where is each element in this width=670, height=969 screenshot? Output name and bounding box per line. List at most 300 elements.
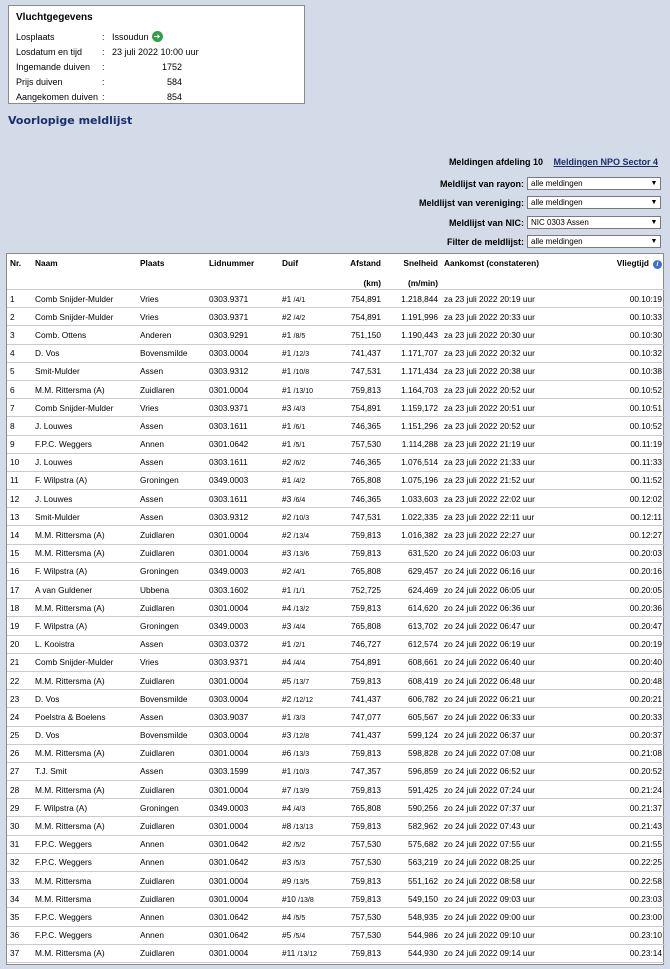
cell-snelheid: 1.171,434 bbox=[384, 362, 441, 380]
cell-aankomst: zo 24 juli 2022 09:10 uur bbox=[441, 926, 581, 944]
cell-nr: 15 bbox=[7, 544, 32, 562]
cell-afstand: 759,813 bbox=[331, 817, 384, 835]
filter-label: Meldlijst van vereniging: bbox=[418, 197, 524, 208]
cell-plaats: Vries bbox=[137, 653, 206, 671]
table-row bbox=[7, 835, 665, 853]
cell-aankomst: zo 24 juli 2022 07:37 uur bbox=[441, 799, 581, 817]
cell-naam: F. Wilpstra (A) bbox=[32, 617, 137, 635]
cell-lidnummer: 0301.0004 bbox=[206, 380, 279, 398]
filter-select-value: alle meldingen bbox=[531, 237, 583, 246]
cell-afstand: 757,530 bbox=[331, 835, 384, 853]
cell-aankomst: zo 24 juli 2022 06:37 uur bbox=[441, 726, 581, 744]
cell-afstand: 765,808 bbox=[331, 471, 384, 489]
duif-fraction: /4/2 bbox=[293, 478, 306, 486]
cell-plaats: Assen bbox=[137, 490, 206, 508]
cell-plaats: Assen bbox=[137, 508, 206, 526]
cell-lidnummer: 0301.0004 bbox=[206, 599, 279, 617]
header-aankomst[interactable]: Aankomst (constateren) bbox=[441, 254, 581, 290]
cell-snelheid: 608,419 bbox=[384, 671, 441, 689]
cell-lidnummer: 0303.9371 bbox=[206, 399, 279, 417]
duif-number: #1 bbox=[282, 475, 292, 486]
header-plaats[interactable]: Plaats bbox=[137, 254, 206, 290]
cell-vliegtijd: 00.20:36 bbox=[581, 599, 665, 617]
filter-select-value: NIC 0303 Assen bbox=[531, 218, 589, 227]
duif-number: #5 bbox=[282, 930, 292, 941]
header-naam[interactable]: Naam bbox=[32, 254, 137, 290]
duif-number: #4 bbox=[282, 802, 292, 813]
cell-aankomst: za 23 juli 2022 20:19 uur bbox=[441, 290, 581, 308]
cell-duif bbox=[279, 944, 331, 962]
cell-duif bbox=[279, 817, 331, 835]
cell-aankomst: zo 24 juli 2022 06:47 uur bbox=[441, 617, 581, 635]
cell-aankomst: zo 24 juli 2022 06:48 uur bbox=[441, 671, 581, 689]
cell-vliegtijd: 00.21:37 bbox=[581, 799, 665, 817]
duif-fraction: /4/1 bbox=[293, 569, 306, 577]
cell-nr: 31 bbox=[7, 835, 32, 853]
cell-naam: T.J. Smit bbox=[32, 762, 137, 780]
duif-number: #2 bbox=[282, 457, 292, 468]
flight-info-colon: : bbox=[102, 31, 105, 42]
table-row bbox=[7, 781, 665, 799]
cell-nr: 20 bbox=[7, 635, 32, 653]
duif-number: #4 bbox=[282, 911, 292, 922]
duif-number: #1 bbox=[282, 639, 292, 650]
results-table-container bbox=[6, 253, 664, 965]
cell-aankomst: za 23 juli 2022 20:33 uur bbox=[441, 308, 581, 326]
cell-aankomst: zo 24 juli 2022 06:36 uur bbox=[441, 599, 581, 617]
cell-vliegtijd: 00.12:27 bbox=[581, 526, 665, 544]
cell-plaats: Vries bbox=[137, 399, 206, 417]
cell-plaats: Groningen bbox=[137, 562, 206, 580]
cell-vliegtijd: 00.21:24 bbox=[581, 781, 665, 799]
cell-nr: 34 bbox=[7, 890, 32, 908]
cell-naam: Comb Snijder-Mulder bbox=[32, 653, 137, 671]
filter-select[interactable] bbox=[527, 235, 661, 248]
cell-snelheid: 544,930 bbox=[384, 944, 441, 962]
cell-nr: 3 bbox=[7, 326, 32, 344]
cell-afstand: 759,813 bbox=[331, 944, 384, 962]
cell-vliegtijd: 00.10:52 bbox=[581, 380, 665, 398]
header-afstand-unit: (km) bbox=[363, 278, 381, 288]
duif-number: #1 bbox=[282, 711, 292, 722]
cell-duif bbox=[279, 362, 331, 380]
duif-fraction: /13/5 bbox=[293, 878, 310, 886]
cell-snelheid: 1.218,844 bbox=[384, 290, 441, 308]
cell-aankomst: zo 24 juli 2022 06:33 uur bbox=[441, 708, 581, 726]
cell-duif bbox=[279, 617, 331, 635]
table-row bbox=[7, 817, 665, 835]
cell-afstand: 746,365 bbox=[331, 453, 384, 471]
cell-snelheid: 1.022,335 bbox=[384, 508, 441, 526]
cell-afstand: 759,813 bbox=[331, 526, 384, 544]
flight-info-label: Losdatum en tijd bbox=[16, 46, 83, 57]
cell-duif bbox=[279, 308, 331, 326]
duif-fraction: /1/1 bbox=[293, 587, 306, 595]
cell-aankomst: za 23 juli 2022 21:33 uur bbox=[441, 453, 581, 471]
cell-lidnummer: 0303.0004 bbox=[206, 344, 279, 362]
cell-snelheid: 591,425 bbox=[384, 781, 441, 799]
cell-snelheid: 608,661 bbox=[384, 653, 441, 671]
cell-snelheid: 599,124 bbox=[384, 726, 441, 744]
table-row bbox=[7, 944, 665, 962]
cell-nr: 6 bbox=[7, 380, 32, 398]
cell-duif bbox=[279, 453, 331, 471]
cell-lidnummer: 0301.0004 bbox=[206, 944, 279, 962]
table-row bbox=[7, 362, 665, 380]
filter-select-value: alle meldingen bbox=[531, 198, 583, 207]
header-afstand-label: Afstand bbox=[350, 258, 381, 268]
duif-number: #2 bbox=[282, 511, 292, 522]
cell-plaats: Zuidlaren bbox=[137, 872, 206, 890]
filter-select[interactable] bbox=[527, 216, 661, 229]
cell-lidnummer: 0301.0642 bbox=[206, 835, 279, 853]
cell-lidnummer: 0301.0004 bbox=[206, 526, 279, 544]
cell-nr: 28 bbox=[7, 781, 32, 799]
duif-fraction: /5/1 bbox=[293, 442, 306, 450]
cell-plaats: Vries bbox=[137, 290, 206, 308]
cell-duif bbox=[279, 435, 331, 453]
cell-plaats: Zuidlaren bbox=[137, 781, 206, 799]
cell-afstand: 757,530 bbox=[331, 908, 384, 926]
header-afstand[interactable] bbox=[331, 254, 384, 290]
cell-snelheid: 1.190,443 bbox=[384, 326, 441, 344]
cell-duif bbox=[279, 581, 331, 599]
cell-aankomst: zo 24 juli 2022 08:25 uur bbox=[441, 853, 581, 871]
filter-select[interactable] bbox=[527, 196, 661, 209]
duif-number: #3 bbox=[282, 493, 292, 504]
cell-duif bbox=[279, 635, 331, 653]
table-row bbox=[7, 799, 665, 817]
flight-info-row bbox=[16, 59, 297, 74]
flight-info-row bbox=[16, 74, 297, 89]
cell-naam: M.M. Rittersma (A) bbox=[32, 526, 137, 544]
cell-naam: Smit-Mulder bbox=[32, 362, 137, 380]
header-duif[interactable]: Duif bbox=[279, 254, 331, 290]
duif-fraction: /6/4 bbox=[293, 496, 306, 504]
cell-vliegtijd: 00.20:52 bbox=[581, 762, 665, 780]
header-vliegtijd-label: Vliegtijd bbox=[616, 258, 649, 268]
chevron-down-icon: ▼ bbox=[650, 238, 658, 245]
cell-vliegtijd: 00.23:03 bbox=[581, 890, 665, 908]
cell-vliegtijd: 00.22:25 bbox=[581, 853, 665, 871]
cell-lidnummer: 0303.9371 bbox=[206, 653, 279, 671]
results-table bbox=[7, 254, 665, 963]
cell-duif bbox=[279, 690, 331, 708]
cell-plaats: Zuidlaren bbox=[137, 544, 206, 562]
table-row bbox=[7, 435, 665, 453]
cell-plaats: Assen bbox=[137, 362, 206, 380]
cell-vliegtijd: 00.11:33 bbox=[581, 453, 665, 471]
cell-vliegtijd: 00.20:37 bbox=[581, 726, 665, 744]
cell-nr: 23 bbox=[7, 690, 32, 708]
flight-info-label: Aangekomen duiven bbox=[16, 91, 99, 102]
duif-number: #4 bbox=[282, 657, 292, 668]
duif-fraction: /13/4 bbox=[293, 533, 310, 541]
cell-vliegtijd: 00.20:33 bbox=[581, 708, 665, 726]
cell-lidnummer: 0303.1611 bbox=[206, 490, 279, 508]
cell-duif bbox=[279, 926, 331, 944]
cell-aankomst: zo 24 juli 2022 09:00 uur bbox=[441, 908, 581, 926]
cell-plaats: Annen bbox=[137, 908, 206, 926]
cell-plaats: Zuidlaren bbox=[137, 890, 206, 908]
cell-snelheid: 1.016,382 bbox=[384, 526, 441, 544]
cell-naam: A van Guldener bbox=[32, 581, 137, 599]
cell-afstand: 746,365 bbox=[331, 490, 384, 508]
table-row bbox=[7, 471, 665, 489]
cell-vliegtijd: 00.20:47 bbox=[581, 617, 665, 635]
cell-naam: F.P.C. Weggers bbox=[32, 853, 137, 871]
duif-fraction: /3/3 bbox=[293, 714, 306, 722]
cell-vliegtijd: 00.20:19 bbox=[581, 635, 665, 653]
cell-nr: 5 bbox=[7, 362, 32, 380]
cell-lidnummer: 0303.9371 bbox=[206, 290, 279, 308]
table-row bbox=[7, 671, 665, 689]
cell-vliegtijd: 00.20:40 bbox=[581, 653, 665, 671]
cell-lidnummer: 0301.0642 bbox=[206, 908, 279, 926]
cell-duif bbox=[279, 344, 331, 362]
table-row bbox=[7, 726, 665, 744]
table-row bbox=[7, 417, 665, 435]
duif-number: #1 bbox=[282, 366, 292, 377]
cell-duif bbox=[279, 290, 331, 308]
cell-vliegtijd: 00.11:52 bbox=[581, 471, 665, 489]
cell-plaats: Vries bbox=[137, 308, 206, 326]
cell-snelheid: 590,256 bbox=[384, 799, 441, 817]
cell-snelheid: 1.171,707 bbox=[384, 344, 441, 362]
table-row bbox=[7, 308, 665, 326]
cell-aankomst: za 23 juli 2022 21:19 uur bbox=[441, 435, 581, 453]
cell-vliegtijd: 00.21:43 bbox=[581, 817, 665, 835]
flight-info-value: 584 bbox=[166, 76, 182, 87]
filter-label: Filter de meldlijst: bbox=[446, 236, 524, 247]
cell-aankomst: zo 24 juli 2022 06:40 uur bbox=[441, 653, 581, 671]
link-npo-sector[interactable]: Meldingen NPO Sector 4 bbox=[553, 157, 658, 167]
cell-duif bbox=[279, 326, 331, 344]
cell-snelheid: 1.033,603 bbox=[384, 490, 441, 508]
cell-nr: 18 bbox=[7, 599, 32, 617]
duif-number: #1 bbox=[282, 293, 292, 304]
cell-snelheid: 606,782 bbox=[384, 690, 441, 708]
cell-snelheid: 1.075,196 bbox=[384, 471, 441, 489]
cell-lidnummer: 0303.1602 bbox=[206, 581, 279, 599]
cell-nr: 30 bbox=[7, 817, 32, 835]
cell-afstand: 746,365 bbox=[331, 417, 384, 435]
cell-duif bbox=[279, 671, 331, 689]
duif-number: #2 bbox=[282, 839, 292, 850]
cell-aankomst: zo 24 juli 2022 06:05 uur bbox=[441, 581, 581, 599]
cell-snelheid: 1.159,172 bbox=[384, 399, 441, 417]
header-lidnummer[interactable]: Lidnummer bbox=[206, 254, 279, 290]
flight-info-label: Losplaats bbox=[16, 31, 55, 42]
table-row bbox=[7, 890, 665, 908]
link-afdeling: Meldingen afdeling 10 bbox=[448, 157, 543, 167]
cell-vliegtijd: 00.10:51 bbox=[581, 399, 665, 417]
table-row bbox=[7, 562, 665, 580]
flight-info-value: 1752 bbox=[161, 61, 182, 72]
cell-naam: Smit-Mulder bbox=[32, 508, 137, 526]
cell-aankomst: za 23 juli 2022 20:38 uur bbox=[441, 362, 581, 380]
cell-nr: 7 bbox=[7, 399, 32, 417]
cell-plaats: Zuidlaren bbox=[137, 526, 206, 544]
cell-afstand: 759,813 bbox=[331, 890, 384, 908]
duif-number: #1 bbox=[282, 439, 292, 450]
duif-fraction: /4/1 bbox=[293, 296, 306, 304]
cell-afstand: 747,357 bbox=[331, 762, 384, 780]
cell-snelheid: 596,859 bbox=[384, 762, 441, 780]
chevron-down-icon: ▼ bbox=[650, 199, 658, 206]
cell-nr: 17 bbox=[7, 581, 32, 599]
duif-fraction: /13/8 bbox=[298, 896, 314, 904]
duif-fraction: /12/3 bbox=[293, 351, 310, 359]
duif-number: #3 bbox=[282, 857, 292, 868]
cell-nr: 22 bbox=[7, 671, 32, 689]
table-row bbox=[7, 744, 665, 762]
cell-lidnummer: 0301.0004 bbox=[206, 890, 279, 908]
cell-naam: M.M. Rittersma bbox=[32, 872, 137, 890]
table-row bbox=[7, 344, 665, 362]
cell-aankomst: zo 24 juli 2022 06:52 uur bbox=[441, 762, 581, 780]
duif-number: #2 bbox=[282, 566, 292, 577]
table-row bbox=[7, 926, 665, 944]
cell-vliegtijd: 00.20:16 bbox=[581, 562, 665, 580]
cell-afstand: 754,891 bbox=[331, 653, 384, 671]
filter-row bbox=[419, 196, 661, 209]
duif-fraction: /13/6 bbox=[293, 551, 310, 559]
cell-naam: M.M. Rittersma (A) bbox=[32, 380, 137, 398]
cell-plaats: Assen bbox=[137, 417, 206, 435]
chevron-down-icon: ▼ bbox=[650, 180, 658, 187]
cell-snelheid: 1.076,514 bbox=[384, 453, 441, 471]
cell-naam: M.M. Rittersma (A) bbox=[32, 817, 137, 835]
duif-number: #1 bbox=[282, 384, 292, 395]
cell-snelheid: 631,520 bbox=[384, 544, 441, 562]
cell-naam: F.P.C. Weggers bbox=[32, 435, 137, 453]
cell-vliegtijd: 00.20:48 bbox=[581, 671, 665, 689]
cell-duif bbox=[279, 526, 331, 544]
cell-plaats: Bovensmilde bbox=[137, 726, 206, 744]
cell-lidnummer: 0303.0372 bbox=[206, 635, 279, 653]
header-vliegtijd[interactable] bbox=[581, 254, 665, 290]
cell-afstand: 747,531 bbox=[331, 508, 384, 526]
cell-duif bbox=[279, 853, 331, 871]
cell-lidnummer: 0301.0004 bbox=[206, 817, 279, 835]
cell-duif bbox=[279, 708, 331, 726]
cell-snelheid: 549,150 bbox=[384, 890, 441, 908]
cell-duif bbox=[279, 544, 331, 562]
cell-vliegtijd: 00.10:38 bbox=[581, 362, 665, 380]
cell-afstand: 741,437 bbox=[331, 726, 384, 744]
flight-info-colon: : bbox=[102, 91, 105, 102]
duif-number: #1 bbox=[282, 420, 292, 431]
filter-row bbox=[447, 235, 661, 248]
cell-nr: 21 bbox=[7, 653, 32, 671]
cell-lidnummer: 0303.1599 bbox=[206, 762, 279, 780]
cell-nr: 33 bbox=[7, 872, 32, 890]
duif-fraction: /4/3 bbox=[293, 805, 306, 813]
cell-afstand: 747,077 bbox=[331, 708, 384, 726]
header-nr[interactable]: Nr. bbox=[7, 254, 32, 290]
cell-afstand: 759,813 bbox=[331, 380, 384, 398]
cell-lidnummer: 0301.0004 bbox=[206, 544, 279, 562]
cell-snelheid: 613,702 bbox=[384, 617, 441, 635]
flight-info-row bbox=[16, 44, 297, 59]
cell-naam: F. Wilpstra (A) bbox=[32, 471, 137, 489]
table-row bbox=[7, 690, 665, 708]
cell-afstand: 747,531 bbox=[331, 362, 384, 380]
green-arrow-icon[interactable]: ➜ bbox=[152, 31, 163, 42]
cell-naam: Poelstra & Boelens bbox=[32, 708, 137, 726]
cell-vliegtijd: 00.21:55 bbox=[581, 835, 665, 853]
flight-info-colon: : bbox=[102, 76, 105, 87]
duif-fraction: /13/7 bbox=[293, 678, 310, 686]
cell-snelheid: 1.151,296 bbox=[384, 417, 441, 435]
duif-number: #10 bbox=[282, 893, 296, 904]
cell-afstand: 752,725 bbox=[331, 581, 384, 599]
duif-fraction: /4/4 bbox=[293, 660, 306, 668]
cell-plaats: Ubbena bbox=[137, 581, 206, 599]
cell-duif bbox=[279, 744, 331, 762]
duif-fraction: /13/13 bbox=[293, 824, 314, 832]
cell-afstand: 754,891 bbox=[331, 290, 384, 308]
table-row bbox=[7, 908, 665, 926]
filter-select[interactable] bbox=[527, 177, 661, 190]
cell-naam: M.M. Rittersma (A) bbox=[32, 781, 137, 799]
header-snelheid[interactable] bbox=[384, 254, 441, 290]
cell-afstand: 759,813 bbox=[331, 544, 384, 562]
cell-snelheid: 614,620 bbox=[384, 599, 441, 617]
duif-fraction: /13/9 bbox=[293, 787, 310, 795]
cell-afstand: 759,813 bbox=[331, 599, 384, 617]
filter-row bbox=[449, 216, 661, 229]
cell-naam: F. Wilpstra (A) bbox=[32, 562, 137, 580]
cell-lidnummer: 0349.0003 bbox=[206, 799, 279, 817]
cell-duif bbox=[279, 908, 331, 926]
cell-duif bbox=[279, 599, 331, 617]
header-snelheid-label: Snelheid bbox=[403, 258, 438, 268]
cell-plaats: Annen bbox=[137, 435, 206, 453]
table-row bbox=[7, 290, 665, 308]
cell-duif bbox=[279, 799, 331, 817]
table-row bbox=[7, 508, 665, 526]
flight-info-panel bbox=[8, 5, 305, 104]
cell-naam: Comb Snijder-Mulder bbox=[32, 308, 137, 326]
cell-aankomst: za 23 juli 2022 20:30 uur bbox=[441, 326, 581, 344]
cell-snelheid: 551,162 bbox=[384, 872, 441, 890]
cell-plaats: Zuidlaren bbox=[137, 744, 206, 762]
cell-nr: 35 bbox=[7, 908, 32, 926]
cell-afstand: 759,813 bbox=[331, 744, 384, 762]
cell-nr: 8 bbox=[7, 417, 32, 435]
cell-afstand: 757,530 bbox=[331, 435, 384, 453]
flight-info-colon: : bbox=[102, 61, 105, 72]
cell-duif bbox=[279, 508, 331, 526]
table-row bbox=[7, 581, 665, 599]
filter-label: Meldlijst van rayon: bbox=[439, 178, 524, 189]
cell-lidnummer: 0303.9371 bbox=[206, 308, 279, 326]
info-icon[interactable]: i bbox=[653, 260, 662, 269]
flight-info-title: Vluchtgegevens bbox=[16, 12, 93, 23]
table-row bbox=[7, 380, 665, 398]
cell-plaats: Bovensmilde bbox=[137, 690, 206, 708]
cell-nr: 26 bbox=[7, 744, 32, 762]
duif-number: #5 bbox=[282, 675, 292, 686]
cell-nr: 4 bbox=[7, 344, 32, 362]
duif-number: #11 bbox=[282, 948, 296, 959]
duif-number: #1 bbox=[282, 584, 292, 595]
cell-aankomst: za 23 juli 2022 20:52 uur bbox=[441, 417, 581, 435]
cell-lidnummer: 0303.0004 bbox=[206, 690, 279, 708]
cell-afstand: 765,808 bbox=[331, 799, 384, 817]
